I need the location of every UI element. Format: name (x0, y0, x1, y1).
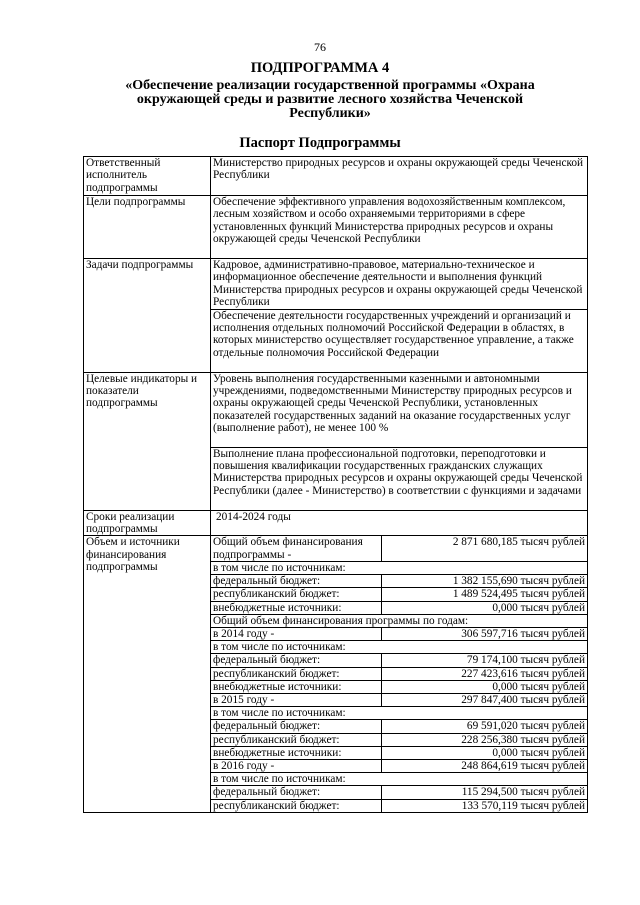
fin-2015-republic-label: республиканский бюджет: (211, 733, 382, 746)
fin-row-2015-sources (211, 707, 587, 720)
fin-row-federal (211, 575, 587, 588)
fin-2015-sources-label: в том числе по источникам: (211, 707, 587, 720)
tasks-value-1: Кадровое, административно-правовое, материально-техническое и информационное обеспечение деятельности и выполнения функций Министерства природных ресурсов и охраны окружающей среды Чеченской Республики (211, 259, 588, 310)
page-number: 76 (314, 40, 326, 54)
financing-label: Объем и источники финансирования подпрограммы (84, 536, 211, 812)
passport-heading: Паспорт Подпрограммы (239, 135, 401, 151)
fin-federal-label: федеральный бюджет: (211, 575, 382, 588)
fin-2015-label: в 2015 году - (211, 694, 382, 707)
fin-2015-federal-value: 69 591,020 тысяч рублей (382, 720, 588, 733)
row-executor (84, 157, 588, 196)
row-financing (84, 536, 588, 812)
fin-2014-extra-label: внебюджетные источники: (211, 680, 382, 693)
financing-table (211, 536, 587, 811)
fin-row-2016-federal (211, 786, 587, 799)
fin-2015-republic-value: 228 256,380 тысяч рублей (382, 733, 588, 746)
fin-2014-value: 306 597,716 тысяч рублей (382, 628, 588, 641)
terms-value: 2014-2024 годы (211, 510, 588, 536)
fin-2016-sources-label: в том числе по источникам: (211, 773, 587, 786)
fin-2016-value: 248 864,619 тысяч рублей (382, 760, 588, 773)
fin-2014-federal-value: 79 174,100 тысяч рублей (382, 654, 588, 667)
fin-sources-label: в том числе по источникам: (211, 562, 587, 575)
executor-value: Министерство природных ресурсов и охраны окружающей среды Чеченской Республики (211, 157, 588, 196)
fin-row-2016-republic (211, 799, 587, 812)
passport-table (83, 156, 588, 813)
fin-row-2014-extra (211, 680, 587, 693)
goals-value: Обеспечение эффективного управления водохозяйственным комплексом, лесным хозяйством и особо охраняемыми территориями в сфере установленных функций Министерства природных ресурсов и охраны окружающей среды Чеченской Республики (211, 196, 588, 259)
terms-label: Сроки реализации подпрограммы (84, 510, 211, 536)
fin-row-2014-republic (211, 667, 587, 680)
fin-row-2015-republic (211, 733, 587, 746)
fin-row-extra (211, 601, 587, 614)
fin-row-by-years (211, 614, 587, 627)
fin-2016-republic-value: 133 570,119 тысяч рублей (382, 799, 588, 812)
row-goals (84, 196, 588, 259)
fin-row-2015 (211, 694, 587, 707)
indicators-label: Целевые индикаторы и показатели подпрограммы (84, 372, 211, 510)
row-indicators-1 (84, 372, 588, 447)
fin-2016-label: в 2016 году - (211, 760, 382, 773)
fin-row-sources (211, 562, 587, 575)
fin-republic-value: 1 489 524,495 тысяч рублей (382, 588, 588, 601)
subprogram-subtitle: «Обеспечение реализации государственной программы «Охрана окружающей среды и развитие лесного хозяйства Чеченской Республики» (125, 78, 535, 121)
fin-2014-extra-value: 0,000 тысяч рублей (382, 680, 588, 693)
row-tasks-1 (84, 259, 588, 310)
row-terms (84, 510, 588, 536)
fin-2014-republic-label: республиканский бюджет: (211, 667, 382, 680)
fin-row-2016 (211, 760, 587, 773)
fin-2015-federal-label: федеральный бюджет: (211, 720, 382, 733)
financing-cell (211, 536, 588, 812)
fin-extra-value: 0,000 тысяч рублей (382, 601, 588, 614)
fin-2014-label: в 2014 году - (211, 628, 382, 641)
fin-row-2015-federal (211, 720, 587, 733)
fin-row-republic (211, 588, 587, 601)
indicators-value-1: Уровень выполнения государственными казенными и автономными учреждениями, подведомственными Министерству природных ресурсов и охраны окружающей среды Чеченской Республики, установленных показателей государственных заданий на оказание государственных услуг (выполнение работ), не менее 100 % (211, 372, 588, 447)
fin-row-total (211, 536, 587, 561)
tasks-label: Задачи подпрограммы (84, 259, 211, 373)
fin-2016-federal-value: 115 294,500 тысяч рублей (382, 786, 588, 799)
fin-row-2014 (211, 628, 587, 641)
indicators-value-2: Выполнение плана профессиональной подготовки, переподготовки и повышения квалификации государственных гражданских служащих Министерства природных ресурсов и охраны окружающей среды Чеченской Республики (далее - Министерство) в соответствии с функциями и задачами (211, 447, 588, 510)
fin-extra-label: внебюджетные источники: (211, 601, 382, 614)
fin-total-value: 2 871 680,185 тысяч рублей (382, 536, 588, 561)
fin-by-years-label: Общий объем финансирования программы по годам: (211, 614, 587, 627)
fin-federal-value: 1 382 155,690 тысяч рублей (382, 575, 588, 588)
fin-2014-republic-value: 227 423,616 тысяч рублей (382, 667, 588, 680)
fin-2015-value: 297 847,400 тысяч рублей (382, 694, 588, 707)
fin-row-2016-sources (211, 773, 587, 786)
tasks-value-2: Обеспечение деятельности государственных учреждений и организаций и исполнения отдельных полномочий Российской Федерации в областях, в которых министерство осуществляет государственное управление, а также отдельные полномочия Российской Федерации (211, 309, 588, 372)
fin-2014-sources-label: в том числе по источникам: (211, 641, 587, 654)
fin-2015-extra-value: 0,000 тысяч рублей (382, 746, 588, 759)
fin-republic-label: республиканский бюджет: (211, 588, 382, 601)
subprogram-title: ПОДПРОГРАММА 4 (250, 60, 390, 76)
fin-2016-republic-label: республиканский бюджет: (211, 799, 382, 812)
fin-2015-extra-label: внебюджетные источники: (211, 746, 382, 759)
fin-total-label: Общий объем финансирования подпрограммы - (211, 536, 382, 561)
fin-2014-federal-label: федеральный бюджет: (211, 654, 382, 667)
fin-row-2015-extra (211, 746, 587, 759)
executor-label: Ответственный исполнитель подпрограммы (84, 157, 211, 196)
goals-label: Цели подпрограммы (84, 196, 211, 259)
fin-2016-federal-label: федеральный бюджет: (211, 786, 382, 799)
fin-row-2014-sources (211, 641, 587, 654)
fin-row-2014-federal (211, 654, 587, 667)
